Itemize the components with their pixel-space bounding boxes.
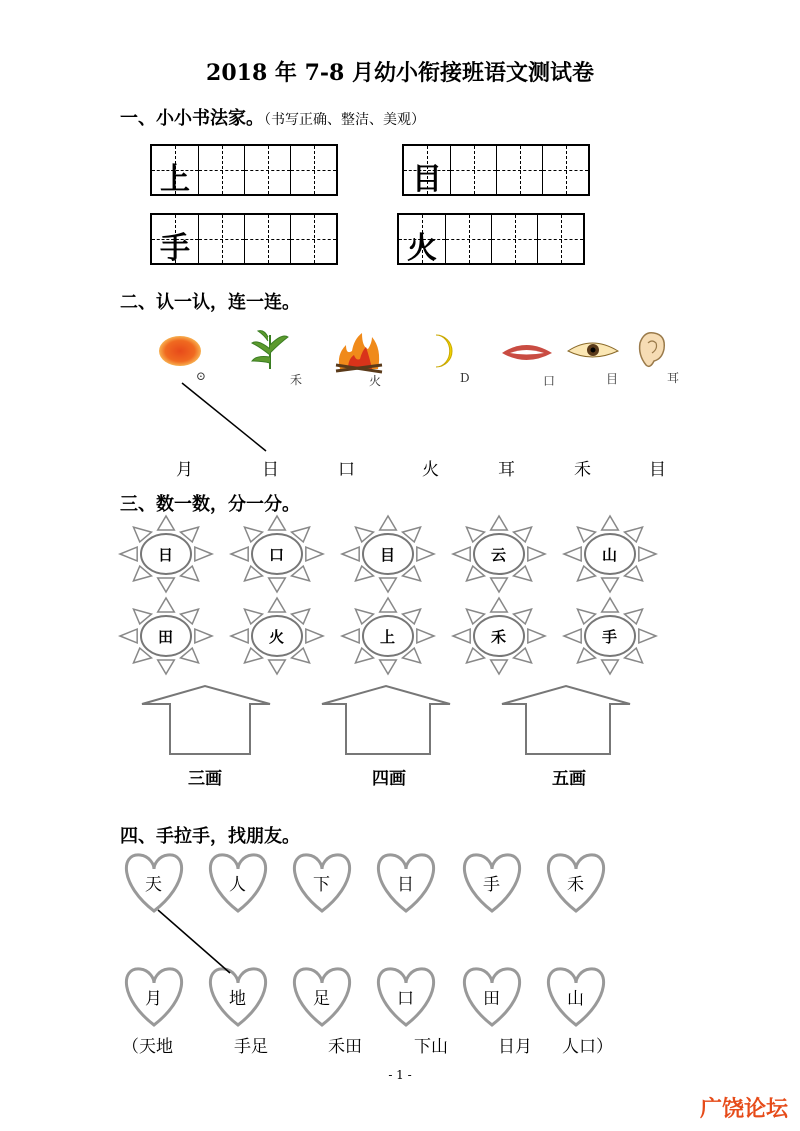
heart-char: 口	[397, 989, 414, 1009]
sun-ray	[158, 516, 175, 530]
sun-char: 火	[269, 628, 285, 646]
sun-char: 口	[269, 546, 285, 564]
sun-ray	[269, 660, 286, 674]
sun-ray	[639, 547, 656, 561]
connect-line	[182, 383, 266, 451]
sun-ray	[417, 547, 434, 561]
mouth-icon	[502, 345, 552, 360]
sun-ray	[491, 578, 508, 592]
picture-row	[140, 325, 700, 455]
sun-ray	[231, 629, 248, 643]
site-logo: 广饶论坛	[699, 1097, 788, 1122]
answer-char-7[interactable]: 目	[649, 460, 666, 480]
sun-ray	[120, 547, 137, 561]
grid-char-3: 手	[160, 231, 190, 266]
heart-char: 月	[145, 989, 162, 1009]
sun-ray	[491, 660, 508, 674]
sun-ray	[269, 598, 286, 612]
answer-char-1[interactable]: 月	[176, 460, 193, 480]
heart-char: 手	[483, 875, 500, 895]
sun-ray	[195, 629, 212, 643]
sun-char: 目	[380, 546, 396, 564]
pair-2: 手足	[234, 1037, 268, 1057]
sun-ray	[417, 629, 434, 643]
fire-icon	[336, 333, 382, 372]
section2-heading: 二、认一认，连一连。	[120, 292, 300, 313]
picture-glyph-6: 目	[606, 372, 619, 386]
page-title: 2018 年 7-8 月幼小衔接班语文测试卷	[206, 60, 594, 86]
sun-ray	[491, 516, 508, 530]
sun-ray	[380, 578, 397, 592]
sun-ray	[195, 547, 212, 561]
arrow-group-four	[322, 686, 450, 754]
sun-char: 上	[380, 628, 396, 646]
heart-char: 禾	[567, 875, 584, 895]
writing-grid-1[interactable]	[150, 144, 338, 196]
sun-ray	[380, 660, 397, 674]
sun-ray	[380, 598, 397, 612]
heart-char: 田	[483, 989, 500, 1009]
heart-char: 天	[145, 875, 162, 895]
grid-char-4: 火	[407, 231, 437, 266]
sun-char: 云	[491, 546, 507, 564]
sun-ray	[639, 629, 656, 643]
sun-char: 山	[602, 546, 618, 564]
sun-ray	[491, 598, 508, 612]
group-label-four: 四画	[372, 769, 406, 789]
writing-grid-2[interactable]	[402, 144, 590, 196]
sun-ray	[158, 598, 175, 612]
sun-ray	[120, 629, 137, 643]
heart-char: 山	[567, 989, 584, 1009]
group-label-three: 三画	[188, 769, 222, 789]
picture-glyph-5: 口	[543, 374, 556, 388]
answer-char-5[interactable]: 耳	[498, 460, 515, 480]
answer-char-2[interactable]: 日	[262, 460, 279, 480]
heart-char: 足	[313, 989, 330, 1009]
grid-char-1: 上	[160, 162, 190, 197]
sun-ray	[158, 660, 175, 674]
group-arrows	[130, 682, 730, 762]
sun-ray	[453, 547, 470, 561]
answer-char-6[interactable]: 禾	[574, 460, 591, 480]
eye-icon	[568, 343, 618, 357]
arrow-group-five	[502, 686, 630, 754]
picture-glyph-2: 禾	[290, 373, 303, 387]
pair-4: 下山	[414, 1037, 448, 1057]
picture-glyph-1: ⊙	[196, 369, 207, 383]
sun-ray	[602, 516, 619, 530]
sun-ray	[269, 578, 286, 592]
sun-ray	[306, 547, 323, 561]
sun-char: 田	[158, 628, 174, 646]
sun-ray	[158, 578, 175, 592]
sun-icon	[159, 336, 201, 366]
rice-plant-icon	[252, 331, 288, 369]
picture-glyph-3: 火	[369, 374, 382, 388]
answer-char-3[interactable]: 口	[338, 460, 355, 480]
heart-char: 人	[229, 875, 246, 895]
sun-ray	[342, 629, 359, 643]
sun-ray	[602, 660, 619, 674]
pair-5: 日月	[498, 1037, 532, 1057]
grid-char-2: 目	[412, 162, 442, 197]
heart-char: 地	[229, 989, 246, 1009]
section4-heading: 四、手拉手，找朋友。	[120, 826, 300, 847]
picture-glyph-7: 耳	[667, 371, 680, 385]
sun-char: 手	[602, 628, 618, 646]
sun-char: 禾	[491, 628, 507, 646]
sun-ray	[564, 547, 581, 561]
section3-heading: 三、数一数，分一分。	[120, 494, 300, 515]
moon-icon	[436, 335, 452, 367]
sun-ray	[602, 578, 619, 592]
page-number: - 1 -	[388, 1068, 412, 1082]
pair-3: 禾田	[328, 1037, 362, 1057]
writing-grid-4[interactable]	[397, 213, 585, 265]
group-label-five: 五画	[552, 769, 586, 789]
sun-ray	[231, 547, 248, 561]
sun-ray	[564, 629, 581, 643]
writing-grid-3[interactable]	[150, 213, 338, 265]
sun-ray	[269, 516, 286, 530]
heart-connect-line	[158, 910, 230, 973]
pair-1: （天地	[122, 1037, 173, 1057]
section1-heading	[120, 104, 425, 130]
sun-ray	[306, 629, 323, 643]
sun-ray	[602, 598, 619, 612]
sun-ray	[453, 629, 470, 643]
pair-6: 人口）	[562, 1037, 613, 1057]
heart-char: 下	[313, 875, 330, 895]
section1-heading-text: 一、小小书法家。	[120, 108, 264, 129]
arrow-group-three	[142, 686, 270, 754]
section1-note: （书写正确、整洁、美观）	[264, 112, 425, 128]
answer-char-4[interactable]: 火	[422, 460, 439, 480]
picture-glyph-4: D	[460, 371, 470, 385]
sun-ray	[528, 629, 545, 643]
sun-ray	[528, 547, 545, 561]
ear-icon	[640, 333, 665, 367]
sun-ray	[380, 516, 397, 530]
heart-char: 日	[397, 875, 414, 895]
sun-character-grid	[100, 510, 720, 690]
sun-ray	[342, 547, 359, 561]
heart-grid	[110, 845, 630, 1035]
sun-char: 日	[158, 546, 174, 564]
